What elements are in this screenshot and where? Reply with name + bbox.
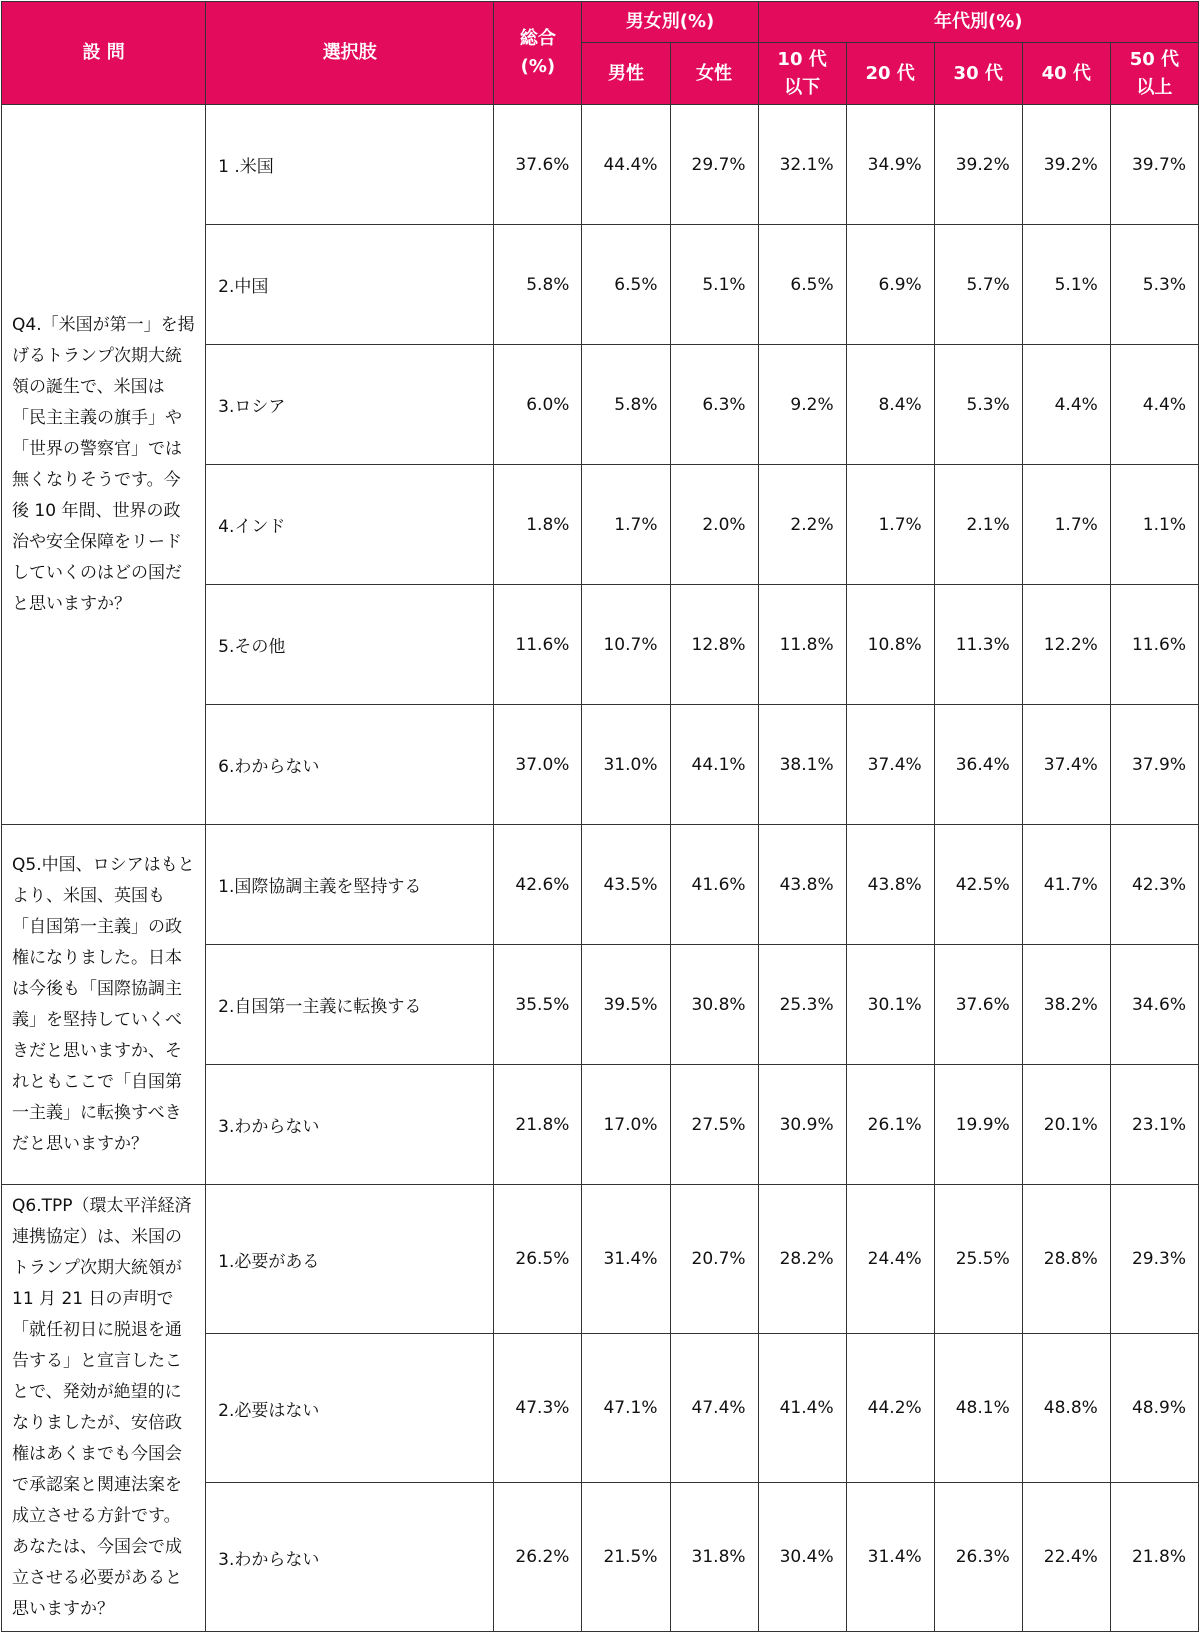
header-question: 設 問: [2, 2, 206, 105]
value-cell-a10: 11.8%: [758, 585, 846, 705]
value-cell-a10: 32.1%: [758, 105, 846, 225]
header-age-10-line1: 10 代: [777, 48, 827, 70]
value-cell-a50: 5.3%: [1110, 225, 1198, 345]
value-cell-a40: 48.8%: [1022, 1334, 1110, 1483]
value-cell-female: 31.8%: [670, 1483, 758, 1632]
value-cell-a10: 2.2%: [758, 465, 846, 585]
header-option: 選択肢: [206, 2, 494, 105]
value-cell-a50: 29.3%: [1110, 1185, 1198, 1334]
value-cell-a30: 37.6%: [934, 945, 1022, 1065]
value-cell-a30: 2.1%: [934, 465, 1022, 585]
value-cell-a10: 38.1%: [758, 705, 846, 825]
value-cell-a20: 26.1%: [846, 1065, 934, 1185]
value-cell-total: 37.6%: [494, 105, 582, 225]
value-cell-a20: 10.8%: [846, 585, 934, 705]
value-cell-a50: 23.1%: [1110, 1065, 1198, 1185]
table-body: [2, 105, 1199, 1632]
header-total-label: 総合: [519, 28, 556, 49]
option-label: 1 .米国: [206, 105, 494, 225]
value-cell-a50: 1.1%: [1110, 465, 1198, 585]
value-cell-a20: 44.2%: [846, 1334, 934, 1483]
value-cell-a10: 9.2%: [758, 345, 846, 465]
value-cell-a50: 48.9%: [1110, 1334, 1198, 1483]
question-text: Q5.中国、ロシアはもとより、米国、英国も「自国第一主義」の政権になりました。日本は今後も「国際協調主義」を堅持していくべきだと思いますか、それともここで「自国第一主義」に転換すべきだと思いますか？: [2, 825, 206, 1185]
value-cell-a50: 34.6%: [1110, 945, 1198, 1065]
value-cell-a50: 4.4%: [1110, 345, 1198, 465]
value-cell-total: 6.0%: [494, 345, 582, 465]
value-cell-male: 39.5%: [582, 945, 670, 1065]
value-cell-total: 11.6%: [494, 585, 582, 705]
value-cell-a40: 4.4%: [1022, 345, 1110, 465]
option-label: 3.わからない: [206, 1065, 494, 1185]
value-cell-male: 31.4%: [582, 1185, 670, 1334]
value-cell-a10: 28.2%: [758, 1185, 846, 1334]
value-cell-a30: 48.1%: [934, 1334, 1022, 1483]
value-cell-female: 20.7%: [670, 1185, 758, 1334]
value-cell-female: 27.5%: [670, 1065, 758, 1185]
value-cell-a20: 30.1%: [846, 945, 934, 1065]
value-cell-a20: 24.4%: [846, 1185, 934, 1334]
value-cell-male: 1.7%: [582, 465, 670, 585]
value-cell-male: 43.5%: [582, 825, 670, 945]
value-cell-a40: 39.2%: [1022, 105, 1110, 225]
value-cell-total: 37.0%: [494, 705, 582, 825]
value-cell-a50: 42.3%: [1110, 825, 1198, 945]
value-cell-a30: 42.5%: [934, 825, 1022, 945]
option-label: 6.わからない: [206, 705, 494, 825]
header-age-50-line1: 50 代: [1129, 48, 1180, 70]
value-cell-male: 47.1%: [582, 1334, 670, 1483]
value-cell-a10: 43.8%: [758, 825, 846, 945]
option-label: 2.中国: [206, 225, 494, 345]
value-cell-female: 6.3%: [670, 345, 758, 465]
value-cell-a40: 28.8%: [1022, 1185, 1110, 1334]
value-cell-a10: 25.3%: [758, 945, 846, 1065]
value-cell-a40: 1.7%: [1022, 465, 1110, 585]
value-cell-a30: 5.7%: [934, 225, 1022, 345]
value-cell-male: 31.0%: [582, 705, 670, 825]
value-cell-male: 6.5%: [582, 225, 670, 345]
value-cell-female: 2.0%: [670, 465, 758, 585]
value-cell-total: 35.5%: [494, 945, 582, 1065]
header-age-50-line2: 以上: [1136, 76, 1173, 98]
value-cell-a40: 38.2%: [1022, 945, 1110, 1065]
value-cell-male: 21.5%: [582, 1483, 670, 1632]
option-label: 4.インド: [206, 465, 494, 585]
value-cell-a40: 5.1%: [1022, 225, 1110, 345]
value-cell-total: 1.8%: [494, 465, 582, 585]
value-cell-female: 44.1%: [670, 705, 758, 825]
value-cell-a10: 30.4%: [758, 1483, 846, 1632]
value-cell-a30: 25.5%: [934, 1185, 1022, 1334]
value-cell-total: 21.8%: [494, 1065, 582, 1185]
header-age-40: 40 代: [1022, 43, 1110, 105]
table-row: [2, 825, 1199, 945]
option-label: 3.ロシア: [206, 345, 494, 465]
value-cell-a40: 37.4%: [1022, 705, 1110, 825]
table-row: [2, 1185, 1199, 1334]
header-age-10: [758, 43, 846, 105]
value-cell-female: 5.1%: [670, 225, 758, 345]
value-cell-total: 47.3%: [494, 1334, 582, 1483]
value-cell-a40: 22.4%: [1022, 1483, 1110, 1632]
value-cell-a10: 6.5%: [758, 225, 846, 345]
value-cell-female: 12.8%: [670, 585, 758, 705]
header-age-10-line2: 以下: [784, 76, 821, 98]
option-label: 1.国際協調主義を堅持する: [206, 825, 494, 945]
value-cell-male: 10.7%: [582, 585, 670, 705]
value-cell-total: 5.8%: [494, 225, 582, 345]
value-cell-a40: 41.7%: [1022, 825, 1110, 945]
option-label: 5.その他: [206, 585, 494, 705]
value-cell-a40: 20.1%: [1022, 1065, 1110, 1185]
value-cell-a20: 31.4%: [846, 1483, 934, 1632]
value-cell-male: 17.0%: [582, 1065, 670, 1185]
value-cell-a20: 1.7%: [846, 465, 934, 585]
value-cell-male: 44.4%: [582, 105, 670, 225]
value-cell-female: 47.4%: [670, 1334, 758, 1483]
option-label: 2.自国第一主義に転換する: [206, 945, 494, 1065]
value-cell-a30: 26.3%: [934, 1483, 1022, 1632]
value-cell-female: 41.6%: [670, 825, 758, 945]
value-cell-a30: 36.4%: [934, 705, 1022, 825]
value-cell-a20: 43.8%: [846, 825, 934, 945]
header-age-group: 年代別(%): [758, 2, 1198, 43]
option-label: 3.わからない: [206, 1483, 494, 1632]
value-cell-a10: 30.9%: [758, 1065, 846, 1185]
value-cell-male: 5.8%: [582, 345, 670, 465]
question-text: Q4.「米国が第一」を掲げるトランプ次期大統領の誕生で、米国は「民主主義の旗手」や「世界の警察官」では無くなりそうです。今後 10 年間、世界の政治や安全保障をリードしていくのはどの国だと思いますか？: [2, 105, 206, 825]
value-cell-a30: 19.9%: [934, 1065, 1022, 1185]
value-cell-a50: 39.7%: [1110, 105, 1198, 225]
value-cell-a10: 41.4%: [758, 1334, 846, 1483]
header-gender-group: 男女別(%): [582, 2, 758, 43]
header-male: 男性: [582, 43, 670, 105]
value-cell-a20: 34.9%: [846, 105, 934, 225]
option-label: 1.必要がある: [206, 1185, 494, 1334]
option-label: 2.必要はない: [206, 1334, 494, 1483]
header-age-30: 30 代: [934, 43, 1022, 105]
value-cell-total: 42.6%: [494, 825, 582, 945]
question-text: Q6.TPP（環太平洋経済連携協定）は、米国のトランプ次期大統領が 11 月 21 日の声明で「就任初日に脱退を通告する」と宣言したことで、発効が絶望的になりましたが、安倍政権はあくまでも今国会で承認案と関連法案を成立させる方針です。あなたは、今国会で成立させる必要があると思いますか？: [2, 1185, 206, 1632]
value-cell-a40: 12.2%: [1022, 585, 1110, 705]
value-cell-a30: 11.3%: [934, 585, 1022, 705]
value-cell-a30: 39.2%: [934, 105, 1022, 225]
value-cell-total: 26.5%: [494, 1185, 582, 1334]
header-female: 女性: [670, 43, 758, 105]
table-row: [2, 105, 1199, 225]
header-total-unit: (%): [520, 56, 556, 77]
value-cell-a30: 5.3%: [934, 345, 1022, 465]
value-cell-female: 30.8%: [670, 945, 758, 1065]
value-cell-a20: 6.9%: [846, 225, 934, 345]
survey-results-table: [1, 1, 1199, 1632]
header-total: [494, 2, 582, 105]
value-cell-a20: 8.4%: [846, 345, 934, 465]
value-cell-a50: 11.6%: [1110, 585, 1198, 705]
value-cell-a50: 21.8%: [1110, 1483, 1198, 1632]
value-cell-a20: 37.4%: [846, 705, 934, 825]
value-cell-total: 26.2%: [494, 1483, 582, 1632]
header-age-20: 20 代: [846, 43, 934, 105]
value-cell-a50: 37.9%: [1110, 705, 1198, 825]
value-cell-female: 29.7%: [670, 105, 758, 225]
header-age-50: [1110, 43, 1198, 105]
table-header: [2, 2, 1199, 105]
